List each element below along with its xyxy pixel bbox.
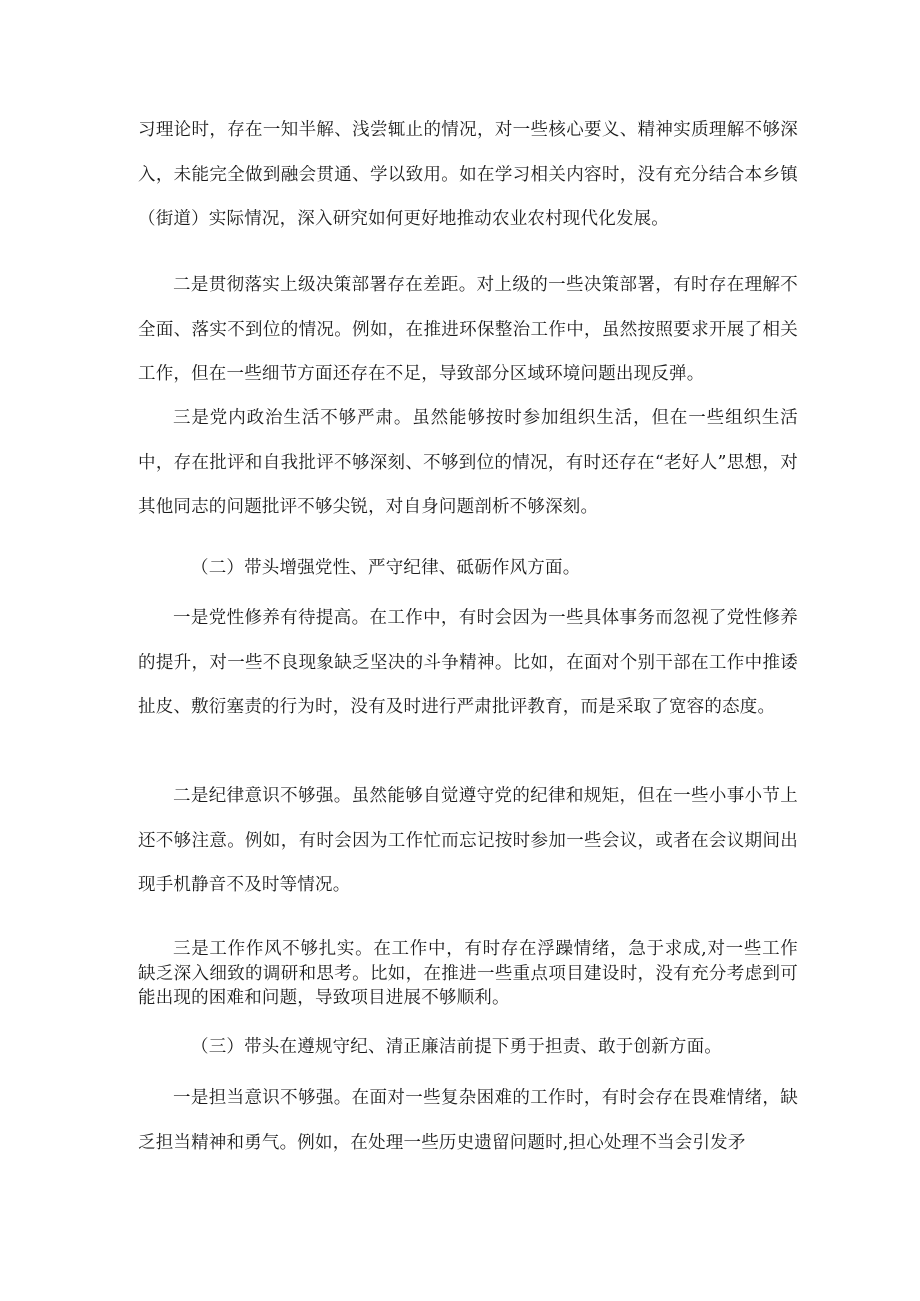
paragraph-implementation-gap: 二是贯彻落实上级决策部署存在差距。对上级的一些决策部署，有时存在理解不全面、落实不到位的情况。例如，在推进环保整治工作中，虽然按照要求开展了相关工作，但在一些细节方面还存在不足，导致部分区域环境问题出现反弹。 (138, 275, 798, 385)
paragraph-party-spirit: 一是党性修养有待提高。在工作中，有时会因为一些具体事务而忽视了党性修养的提升，对一些不良现象缺乏坚决的斗争精神。比如，在面对个别干部在工作中推诿扯皮、敷衍塞责的行为时，没有及时进行严肃批评教育，而是采取了宽容的态度。 (138, 608, 798, 718)
paragraph-political-life: 三是党内政治生活不够严肃。虽然能够按时参加组织生活，但在一些组织生活中，存在批评和自我批评不够深刻、不够到位的情况，有时还存在“老好人”思想，对其他同志的问题批评不够尖锐，对自身问题剖析不够深刻。 (138, 408, 798, 518)
section-heading-3: （三）带头在遵规守纪、清正廉洁前提下勇于担责、敢于创新方面。 (191, 1037, 722, 1057)
paragraph-responsibility: 一是担当意识不够强。在面对一些复杂困难的工作时，有时会存在畏难情绪，缺乏担当精神和勇气。例如，在处理一些历史遗留问题时,担心处理不当会引发矛 (138, 1088, 798, 1153)
section-heading-2: （二）带头增强党性、严守纪律、砥砺作风方面。 (191, 558, 581, 578)
paragraph-discipline: 二是纪律意识不够强。虽然能够自觉遵守党的纪律和规矩，但在一些小事小节上还不够注意。例如，有时会因为工作忙而忘记按时参加一些会议，或者在会议期间出现手机静音不及时等情况。 (138, 786, 798, 896)
paragraph-work-style: 三是工作作风不够扎实。在工作中，有时存在浮躁情绪，急于求成,对一些工作缺乏深入细致的调研和思考。比如，在推进一些重点项目建设时，没有充分考虑到可能出现的困难和问题，导致项目进展不够顺利。 (138, 939, 798, 1009)
paragraph-study-theory: 习理论时，存在一知半解、浅尝辄止的情况，对一些核心要义、精神实质理解不够深入，未能完全做到融会贯通、学以致用。如在学习相关内容时，没有充分结合本乡镇（街道）实际情况，深入研究如何更好地推动农业农村现代化发展。 (138, 120, 798, 230)
